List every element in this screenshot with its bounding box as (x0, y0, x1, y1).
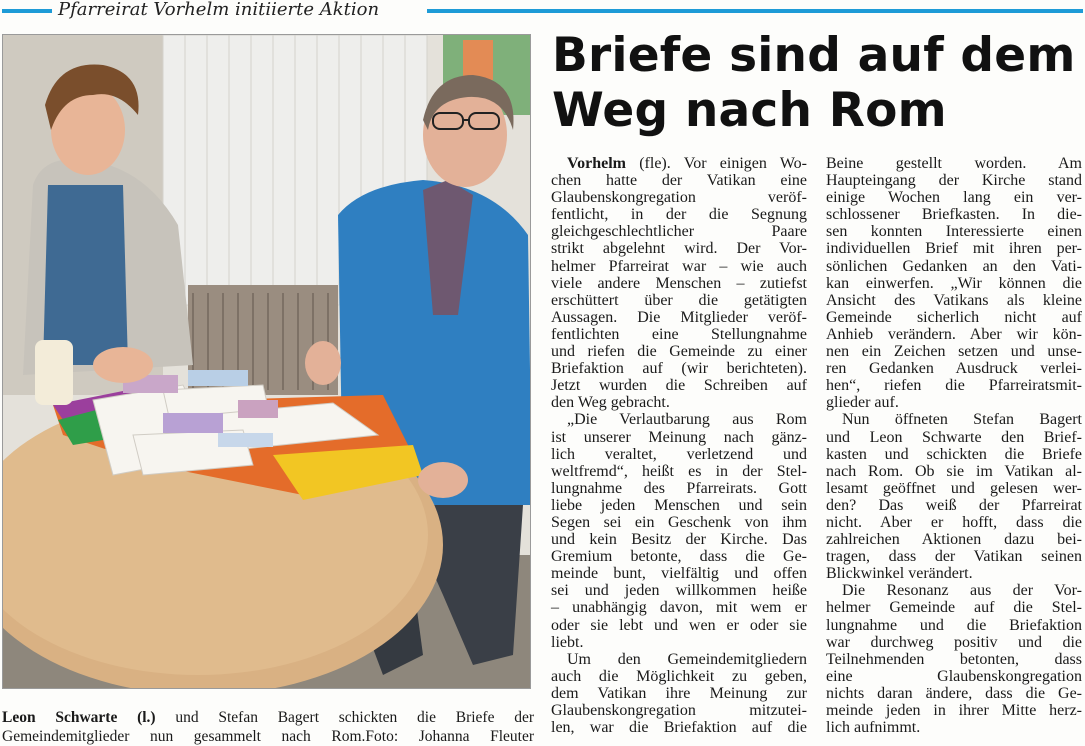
article-line: Um den Gemeindemitgliedern (567, 650, 807, 668)
article-line: individuellen Brief mit ihren per- (826, 240, 1082, 258)
article-line: den Weg gebracht. (551, 394, 670, 412)
kicker-text: Pfarreirat Vorhelm initiierte Aktion (58, 0, 380, 20)
article-line: meinde bunt, vielfältig und offen (551, 565, 807, 583)
article-line: chen hatte der Vatikan eine (551, 172, 807, 190)
article-line: Segen sei ein Geschenk von ihm (551, 513, 807, 531)
article-column-2 (826, 155, 1082, 736)
article-line: sei und jeden willkommen heiße (551, 582, 807, 600)
article-line: helmer Pfarreirat war – wie auch (551, 257, 807, 275)
article-line: erschüttert über die getätigten (551, 291, 807, 309)
article-line: Glaubenskongregation mitzutei- (551, 702, 807, 719)
article-line: liebe jeden Menschen und sein (551, 496, 807, 514)
article-line: und Leon Schwarte den Brief- (826, 428, 1082, 446)
article-line: meinde jeden in ihrer Mitte herz- (826, 702, 1082, 719)
dateline: Vorhelm (567, 155, 626, 172)
article-line: liebt. (551, 633, 584, 651)
article-line: lesamt geöffnet und gelesen wer- (826, 479, 1082, 497)
article-line: Blickwinkel verändert. (826, 565, 973, 583)
article-photo (2, 34, 531, 689)
article-line: Die Resonanz aus der Vor- (842, 582, 1082, 600)
article-line (551, 155, 807, 172)
article-line: Briefaktion auf (wir berichteten). (551, 360, 807, 378)
article-line: zahlreichen Aktionen dazu bei- (826, 531, 1082, 549)
caption-line-1: und Stefan Bagert schickten die Briefe der (155, 709, 535, 726)
article-line: nicht. Aber er hofft, dass die (826, 513, 1082, 531)
article-line: len, war die Briefaktion auf die (551, 719, 807, 737)
article-line: fentlicht, in der die Segnung (551, 206, 807, 224)
article-line: Nun öffneten Stefan Bagert (842, 411, 1082, 429)
article-line: Anhieb verändern. Aber wir kön- (826, 325, 1082, 343)
article-line: Beine gestellt worden. Am (826, 155, 1082, 172)
article-line: Aussagen. Die Mitglieder veröf- (551, 308, 807, 326)
article-line: Jetzt wurden die Schreiben auf (551, 377, 807, 395)
article-line: und kein Besitz der Kirche. Das (551, 531, 807, 549)
article-line: lungnahme des Pfarreirats. Gott (551, 479, 807, 497)
article-line: ist unserer Meinung nach gänz- (551, 428, 807, 446)
headline-line-1: Briefe sind auf dem (552, 28, 1076, 83)
article-line: Ansicht des Vatikans als kleine (826, 291, 1082, 309)
article-line: ren Gedanken Ausdruck verlei- (826, 360, 1082, 378)
article-line: war durchweg positiv und die (826, 633, 1082, 651)
article-line: lich aufnimmt. (826, 719, 921, 737)
caption-names: Leon Schwarte (l.) (2, 709, 156, 726)
kicker-bar (0, 0, 1085, 22)
article-line: kasten und schickten die Briefe (826, 445, 1082, 463)
kicker-rule-right (427, 9, 1083, 13)
article-line: einige Wochen lang ein ver- (826, 189, 1082, 207)
caption-line-2: Gemeindemitglieder nun gesammelt nach Rom.Foto: Johanna Fleuter (2, 728, 534, 745)
article-column-1 (551, 155, 807, 736)
article-line: und riefen die Gemeinde zu einer (551, 343, 807, 361)
article-line: hen“, riefen die Pfarreiratsmit- (826, 377, 1082, 395)
headline (552, 28, 1082, 138)
article-line: nichts daran ändere, dass die Ge- (826, 684, 1082, 702)
article-line: lich veraltet, verletzend und (551, 445, 807, 463)
article-line: eine Glaubenskongregation (826, 667, 1082, 685)
article-line: oder sie lebt und wen er oder sie (551, 616, 807, 634)
article-line: schlossener Briefkasten. In die- (826, 206, 1082, 224)
article-line: den? Das weiß der Pfarreirat (826, 496, 1082, 514)
article-line: kan einwerfen. „Wir können die (826, 274, 1082, 292)
article-line: nach Rom. Ob sie im Vatikan al- (826, 462, 1082, 480)
article-line: helmer Gemeinde auf die Stel- (826, 599, 1082, 617)
article-line: sen konnten Interessierte einen (826, 223, 1082, 241)
article-line: Teilnehmenden betonten, dass (826, 650, 1082, 668)
article-line-text: (fle). Vor einigen Wo- (625, 155, 807, 172)
article-line: Glaubenskongregation veröf- (551, 189, 807, 207)
article-line: – unabhängig davon, mit wem er (551, 599, 807, 617)
article-line: Gremium betonte, dass die Ge- (551, 548, 807, 566)
article-line: dem Vatikan ihre Meinung zur (551, 684, 807, 702)
kicker-rule-left (2, 9, 52, 13)
article-line: fentlichten eine Stellungnahme (551, 325, 807, 343)
headline-line-2: Weg nach Rom (552, 83, 947, 138)
article-line: glieder auf. (826, 394, 899, 412)
article-line: sönlichen Gedanken an den Vati- (826, 257, 1082, 275)
article-line: lungnahme und die Briefaktion (826, 616, 1082, 634)
article-line: nen ein Zeichen setzen und unse- (826, 343, 1082, 361)
article-line: auch die Möglichkeit zu geben, (551, 667, 807, 685)
article-line: tragen, dass der Vatikan seinen (826, 548, 1082, 566)
article-line: „Die Verlautbarung aus Rom (567, 411, 807, 429)
article-line: Gemeinde sicherlich nicht auf (826, 308, 1082, 326)
article-line: Haupteingang der Kirche stand (826, 172, 1082, 190)
article-line: gleichgeschlechtlicher Paare (551, 223, 807, 241)
photo-caption (2, 708, 534, 746)
article-line: viele andere Menschen – zutiefst (551, 274, 807, 292)
article-line: weltfremd“, heißt es in der Stel- (551, 462, 807, 480)
article-line: strikt abgelehnt wird. Der Vor- (551, 240, 807, 258)
